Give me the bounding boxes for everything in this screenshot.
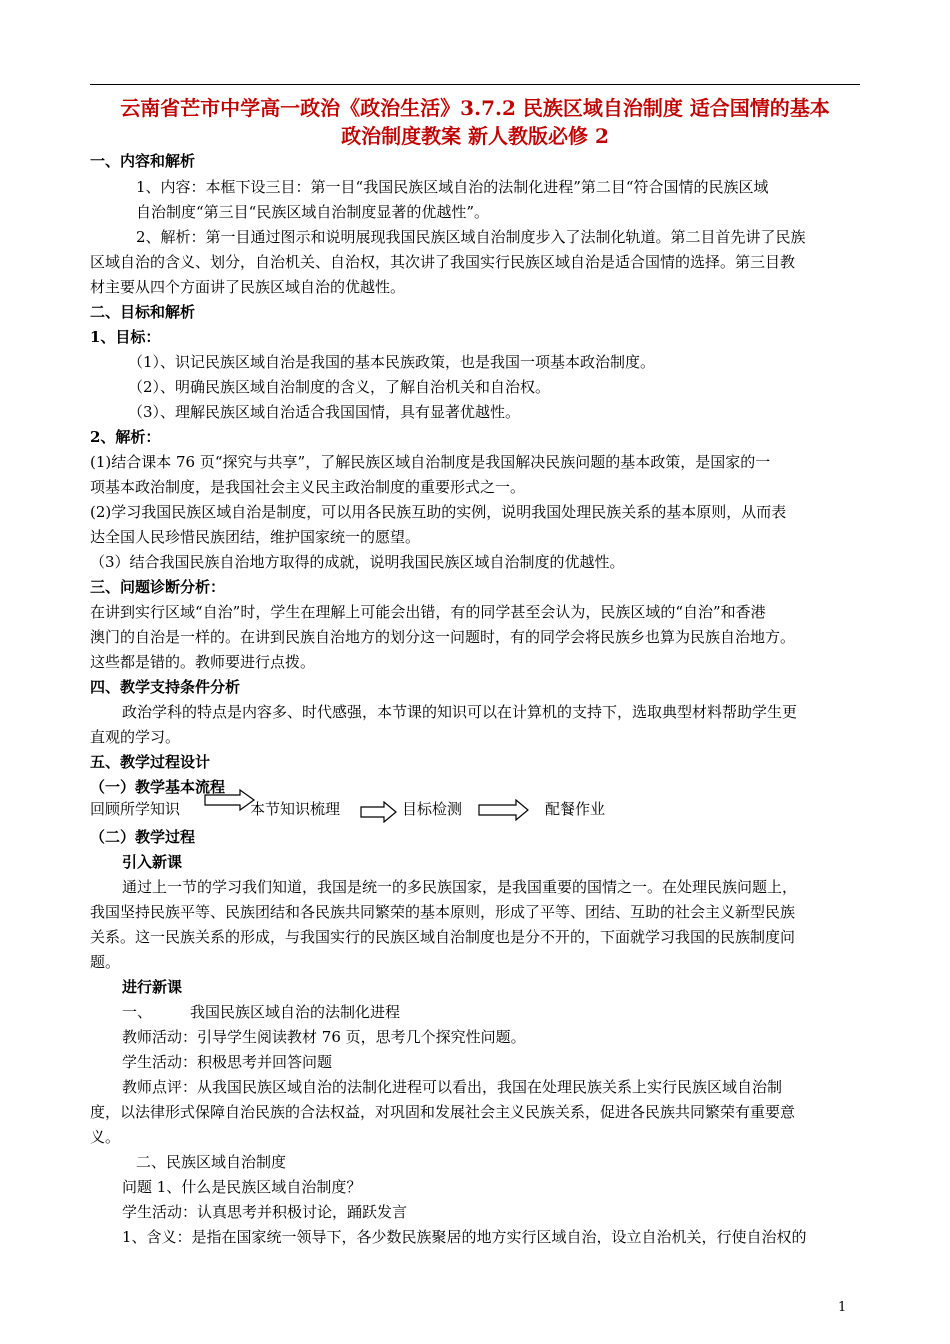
content-line-1: 1、内容：本框下设三目：第一目“我国民族区域自治的法制化进程”第二目“符合国情的民族区域 — [136, 178, 769, 196]
flow-step-1: 回顾所学知识 — [90, 800, 181, 818]
teacher-comment-line-2: 度，以法律形式保障自治民族的合法权益，对巩固和发展社会主义民族关系，促进各民族共同繁荣有重要意 — [90, 1103, 796, 1121]
goal-analysis-1-line-2: 项基本政治制度，是我国社会主义民主政治制度的重要形式之一。 — [90, 478, 526, 496]
goal-analysis-1-line-1: (1)结合课本 76 页“探究与共享”，了解民族区域自治制度是我国解决民族问题的基本政策，是国家的一 — [90, 453, 771, 471]
part-1-number: 一、 — [122, 1003, 153, 1021]
section-5-heading: 五、教学过程设计 — [90, 753, 211, 771]
goal-item-2: （2）、明确民族区域自治制度的含义，了解自治机关和自治权。 — [128, 378, 551, 396]
analysis-line-1: 2、解析：第一目通过图示和说明展现我国民族区域自治制度步入了法制化轨道。第二目首先讲了民族 — [136, 228, 806, 246]
support-line-1: 政治学科的特点是内容多、时代感强，本节课的知识可以在计算机的支持下，选取典型材料帮助学生更 — [122, 703, 798, 721]
section-2-heading: 二、目标和解析 — [90, 303, 196, 321]
goal-analysis-3: （3）结合我国民族自治地方取得的成就，说明我国民族区域自治制度的优越性。 — [90, 553, 625, 571]
flow-diagram — [90, 795, 690, 825]
flow-step-2: 本节知识梳理 — [250, 800, 341, 818]
section-3-heading: 三、问题诊断分析： — [90, 578, 226, 596]
flow-arrow-3-icon — [478, 799, 530, 821]
intro-heading: 引入新课 — [122, 853, 183, 871]
goal-analysis-2-line-2: 达全国人民珍惜民族团结，维护国家统一的愿望。 — [90, 528, 421, 546]
teacher-comment-line-1: 教师点评：从我国民族区域自治的法制化进程可以看出，我国在处理民族关系上实行民族区域自治制 — [122, 1078, 783, 1096]
analysis-line-2: 区域自治的含义、划分，自治机关、自治权，其次讲了我国实行民族区域自治是适合国情的选择。第三目教 — [90, 253, 796, 271]
flow-step-4: 配餐作业 — [545, 800, 606, 818]
diagnosis-line-2: 澳门的自治是一样的。在讲到民族自治地方的划分这一问题时，有的同学会将民族乡也算为民族自治地方。 — [90, 628, 796, 646]
new-lesson-heading: 进行新课 — [122, 978, 183, 996]
goal-analysis-heading: 2、解析： — [90, 428, 161, 446]
title-line-2: 政治制度教案 新人教版必修 2 — [341, 124, 609, 148]
support-line-2: 直观的学习。 — [90, 728, 181, 746]
document-title — [90, 94, 860, 150]
part-1-title: 我国民族区域自治的法制化进程 — [190, 1003, 401, 1021]
intro-line-2: 我国坚持民族平等、民族团结和各民族共同繁荣的基本原则，形成了平等、团结、互助的社会主义新型民族 — [90, 903, 796, 921]
analysis-line-3: 材主要从四个方面讲了民族区域自治的优越性。 — [90, 278, 406, 296]
teacher-comment-line-3: 义。 — [90, 1128, 121, 1146]
title-line-1: 云南省芒市中学高一政治《政治生活》3.7.2 民族区域自治制度 适合国情的基本 — [120, 96, 830, 120]
diagnosis-line-1: 在讲到实行区域“自治”时，学生在理解上可能会出错，有的同学甚至会认为，民族区域的“自治”和香港 — [90, 603, 766, 621]
part-2-title: 二、民族区域自治制度 — [136, 1153, 287, 1171]
page-number: 1 — [838, 1300, 847, 1315]
goal-heading: 1、目标： — [90, 328, 161, 346]
flow-step-3: 目标检测 — [402, 800, 463, 818]
header-rule — [90, 84, 860, 85]
flow-heading: （一）教学基本流程 — [90, 778, 226, 796]
teacher-activity: 教师活动：引导学生阅读教材 76 页，思考几个探究性问题。 — [122, 1028, 526, 1046]
goal-analysis-2-line-1: (2)学习我国民族区域自治是制度，可以用各民族互助的实例，说明我国处理民族关系的基本原则，从而表 — [90, 503, 787, 521]
process-heading: （二）教学过程 — [90, 828, 196, 846]
intro-line-3: 关系。这一民族关系的形成，与我国实行的民族区域自治制度也是分不开的，下面就学习我国的民族制度问 — [90, 928, 796, 946]
question-1: 问题 1、什么是民族区域自治制度？ — [122, 1178, 362, 1196]
goal-item-3: （3）、理解民族区域自治适合我国国情，具有显著优越性。 — [128, 403, 521, 421]
section-1-heading: 一、内容和解析 — [90, 152, 196, 170]
meaning-line-1: 1、含义：是指在国家统一领导下，各少数民族聚居的地方实行区域自治，设立自治机关，行使自治权的 — [122, 1228, 807, 1246]
flow-arrow-1-icon — [204, 789, 256, 811]
intro-line-1: 通过上一节的学习我们知道，我国是统一的多民族国家，是我国重要的国情之一。在处理民族问题上， — [122, 878, 798, 896]
intro-line-4: 题。 — [90, 953, 121, 971]
student-activity-2: 学生活动：认真思考并积极讨论，踊跃发言 — [122, 1203, 408, 1221]
goal-item-1: （1）、识记民族区域自治是我国的基本民族政策，也是我国一项基本政治制度。 — [128, 353, 656, 371]
diagnosis-line-3: 这些都是错的。教师要进行点拨。 — [90, 653, 316, 671]
flow-arrow-2-icon — [360, 801, 398, 823]
section-4-heading: 四、教学支持条件分析 — [90, 678, 241, 696]
student-activity: 学生活动：积极思考并回答问题 — [122, 1053, 333, 1071]
content-line-2: 自治制度“第三目“民族区域自治制度显著的优越性”。 — [136, 203, 490, 221]
